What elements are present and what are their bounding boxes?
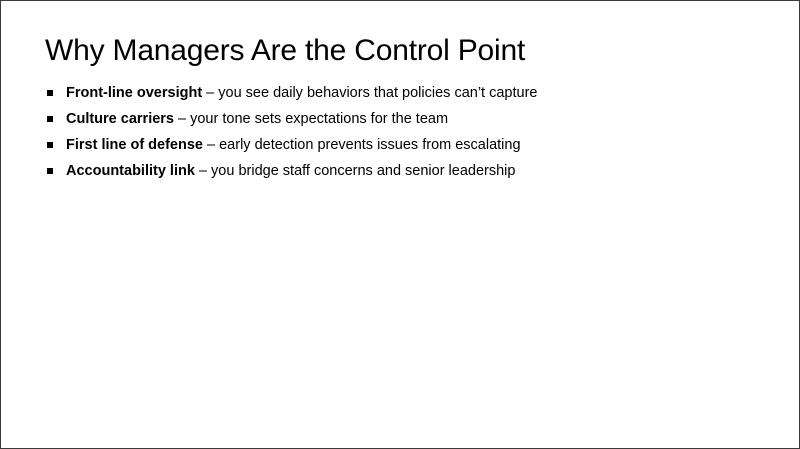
square-bullet-icon xyxy=(47,90,53,96)
bullet-term: Front-line oversight xyxy=(66,85,203,101)
bullet-item xyxy=(45,132,537,158)
bullet-list xyxy=(45,80,537,184)
bullet-item xyxy=(45,158,537,184)
bullet-description: – you bridge staff concerns and senior leadership xyxy=(194,163,516,179)
bullet-term: First line of defense xyxy=(66,137,203,153)
square-bullet-icon xyxy=(47,168,53,174)
bullet-description: – you see daily behaviors that policies can’t capture xyxy=(202,85,538,101)
bullet-item xyxy=(45,80,537,106)
bullet-description: – early detection prevents issues from escalating xyxy=(202,137,521,153)
slide-title: Why Managers Are the Control Point xyxy=(45,34,526,67)
square-bullet-icon xyxy=(47,142,53,148)
square-bullet-icon xyxy=(47,116,53,122)
bullet-description: – your tone sets expectations for the team xyxy=(174,111,449,127)
bullet-term: Culture carriers xyxy=(66,111,174,127)
bullet-item xyxy=(45,106,537,132)
bullet-term: Accountability link xyxy=(66,163,195,179)
